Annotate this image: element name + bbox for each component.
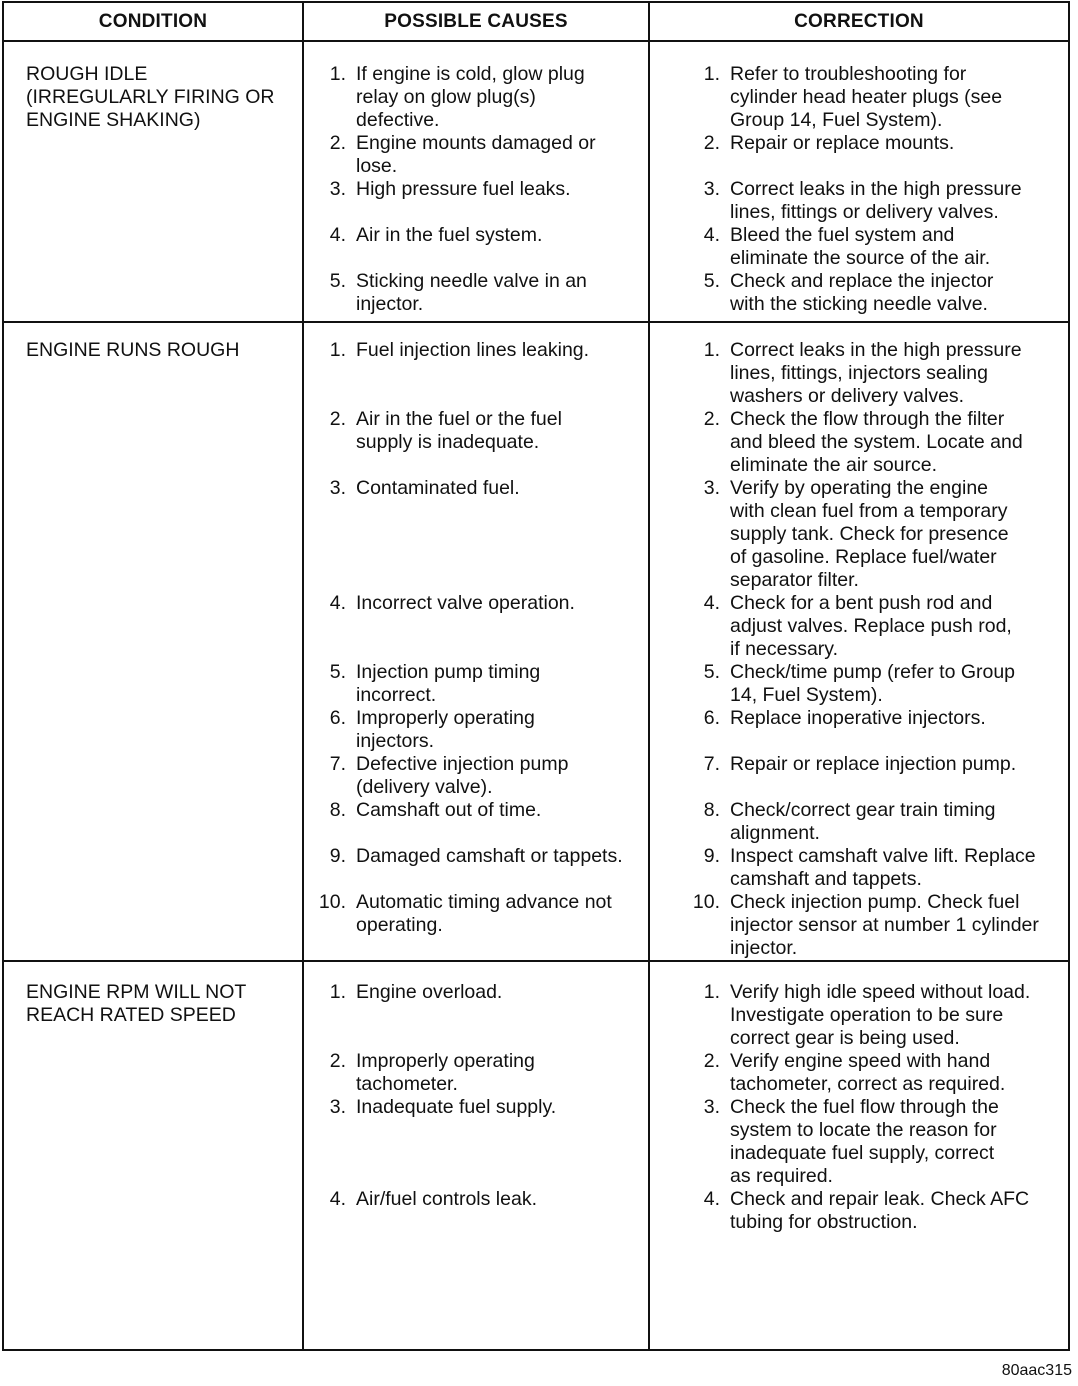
column-divider bbox=[302, 3, 304, 1349]
condition-rough-idle: ROUGH IDLE (IRREGULARLY FIRING OR ENGINE SHAKING) bbox=[26, 63, 275, 131]
row-divider bbox=[4, 321, 1068, 323]
troubleshooting-table: CONDITION POSSIBLE CAUSES CORRECTION ROUGH IDLE (IRREGULARLY FIRING OR ENGINE SHAKING) 1. If engine is cold, glow plug relay on glow plug(s) defective. 2. Engine mounts damaged or lose. 3. High pressure fuel leaks. 4. Air in the fuel system. 5. Sticking needle valve in an injector. 1. Refer to troubleshooting for cylinder head heater plugs (see Group 14, Fuel System). 2. Repair or replace mounts. 3. Correct leaks in the high pressure lines, fittings or delivery valves. 4. Bleed the fuel system and eliminate the source of the air. 5. Check and replace the injector with the sticking needle valve. ENGINE RUNS ROUGH 1. Fuel injection lines leaking. 2. Air in the fuel or the fuel supply is inadequate. 3. Contaminated fuel. 4. Incorrect valve operation. 5. Injection pump timing incorrect. 6. Improperly operating injectors. 7. Defective injection pump (delivery valve). 8. Camshaft out of time. 9. Damaged camshaft or tappets. 10. Automatic timing advance not operating. 1. Correct leaks in the high pressure lines, fittings, injectors sealing washers or delivery valves. 2. Check the flow through the filter and bleed the system. Locate and eliminate the air source. 3. Verify by operating the engine with clean fuel from a temporary supply tank. Check for presence of gasoline. Replace fuel/water separator filter. 4. Check for a bent push rod and adjust valves. Replace push rod, if necessary. 5. Check/time pump (refer to Group 14, Fuel System). 6. Replace inoperative injectors. 7. Repair or replace injection pump. 8. Check/correct gear train timing alignment. 9. Inspect camshaft valve lift. Replace camshaft and tappets. 10. Check injection pump. Check fuel injector sensor at number 1 cylinder injector. ENGINE RPM WILL NOT REACH RATED SPEED 1. Engine overload. 2. Improperly operating tachometer. 3. Inadequate fuel supply. 4. Air/fuel controls leak. 1. Verify high idle speed without load. Investigate operation to be sure correct gear is being used. 2. Verify engine speed with hand tachometer, correct as required. 3. Check the fuel flow through the system to locate the reason for inadequate fuel supply, correct as required. 4. Check and repair leak. Check AFC tubing for obstruction. bbox=[2, 1, 1070, 1351]
header-possible-causes: POSSIBLE CAUSES bbox=[384, 11, 568, 32]
row-divider bbox=[4, 960, 1068, 962]
condition-engine-runs-rough: ENGINE RUNS ROUGH bbox=[26, 339, 240, 361]
condition-engine-rpm: ENGINE RPM WILL NOT REACH RATED SPEED bbox=[26, 981, 247, 1026]
header-correction: CORRECTION bbox=[794, 11, 924, 32]
header-condition: CONDITION bbox=[98, 11, 208, 32]
figure-id-label: 80aac315 bbox=[1001, 1362, 1072, 1379]
